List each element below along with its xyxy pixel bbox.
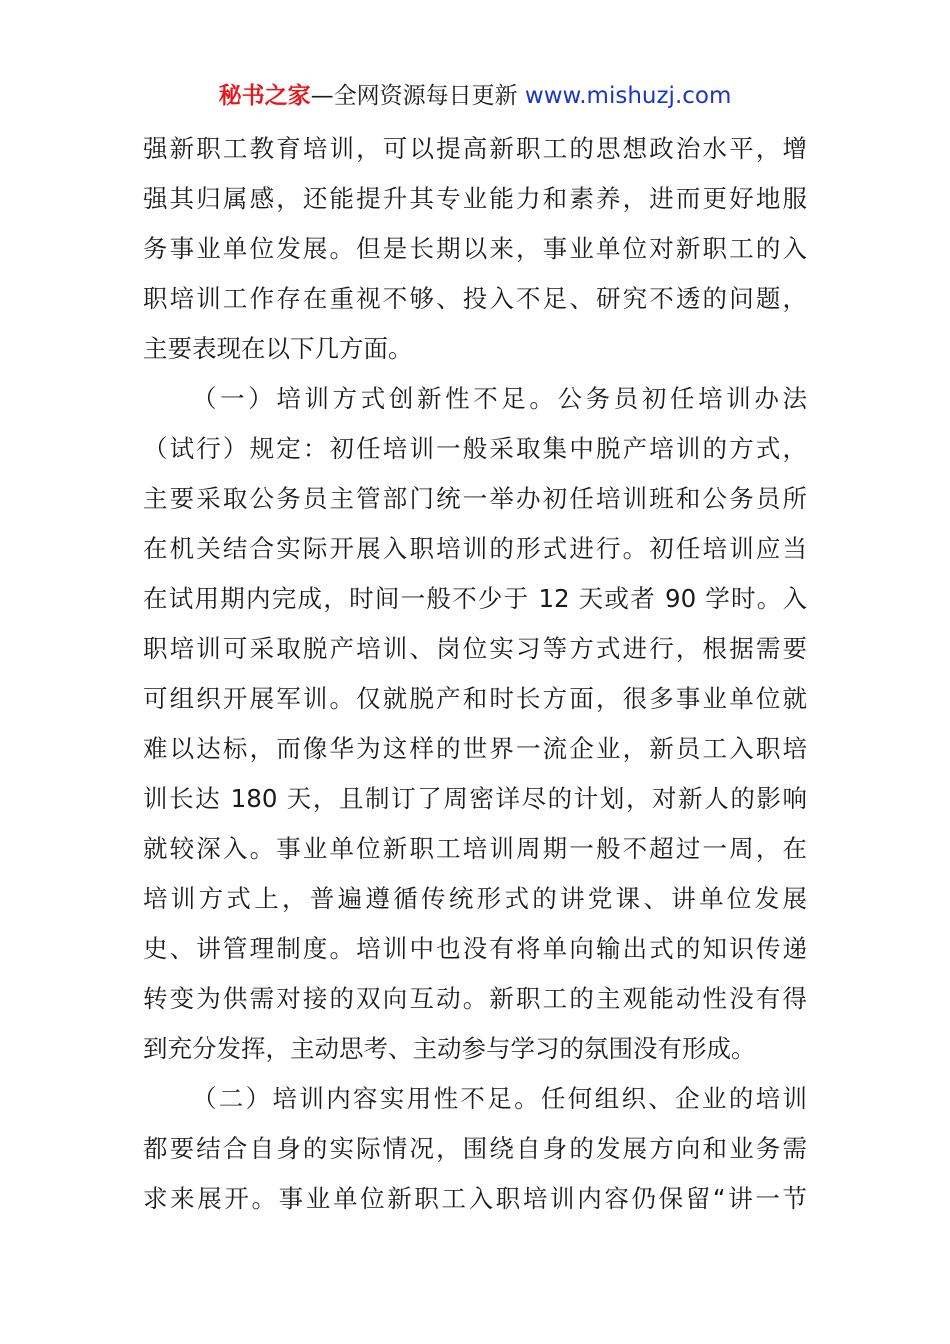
text-line: 职培训工作存在重视不够、投入不足、研究不透的问题， <box>143 284 807 313</box>
text-line: 转变为供需对接的双向互动。新职工的主观能动性没有得 <box>143 984 807 1013</box>
paragraph <box>143 129 807 379</box>
text-line: 主要表现在以下几方面。 <box>143 334 413 363</box>
paragraph <box>143 1079 807 1229</box>
text-line: 主要采取公务员主管部门统一举办初任培训班和公务员所 <box>143 484 807 513</box>
document-header <box>0 80 950 112</box>
document-body <box>143 129 807 1229</box>
text-line: （二）培训内容实用性不足。任何组织、企业的培训 <box>192 1084 807 1113</box>
text-line: 强新职工教育培训，可以提高新职工的思想政治水平，增 <box>143 134 807 163</box>
paragraph <box>143 379 807 1079</box>
text-line: 难以达标，而像华为这样的世界一流企业，新员工入职培 <box>143 734 807 763</box>
brand-name: 秘书之家 <box>218 83 311 109</box>
text-line: 都要结合自身的实际情况，围绕自身的发展方向和业务需 <box>143 1134 807 1163</box>
text-line: 在机关结合实际开展入职培训的形式进行。初任培训应当 <box>143 534 807 563</box>
site-url-link[interactable]: www.mishuzj.com <box>524 83 732 109</box>
text-line: 在试用期内完成，时间一般不少于 12 天或者 90 学时。入 <box>143 584 807 613</box>
text-line: 职培训可采取脱产培训、岗位实习等方式进行，根据需要 <box>143 634 807 663</box>
text-line: 训长达 180 天，且制订了周密详尽的计划，对新人的影响 <box>143 784 807 813</box>
text-line: 求来展开。事业单位新职工入职培训内容仍保留“讲一节 <box>143 1184 807 1213</box>
header-tagline: —全网资源每日更新 <box>310 83 525 109</box>
text-line: 可组织开展军训。仅就脱产和时长方面，很多事业单位就 <box>143 684 807 713</box>
text-line: 到充分发挥，主动思考、主动参与学习的氛围没有形成。 <box>143 1034 756 1063</box>
text-line: 培训方式上，普遍遵循传统形式的讲党课、讲单位发展 <box>143 884 807 913</box>
text-line: 强其归属感，还能提升其专业能力和素养，进而更好地服 <box>143 184 807 213</box>
text-line: （一）培训方式创新性不足。公务员初任培训办法 <box>192 384 807 413</box>
text-line: 史、讲管理制度。培训中也没有将单向输出式的知识传递 <box>143 934 807 963</box>
text-line: （试行）规定：初任培训一般采取集中脱产培训的方式， <box>143 434 807 463</box>
text-line: 就较深入。事业单位新职工培训周期一般不超过一周，在 <box>143 834 807 863</box>
text-line: 务事业单位发展。但是长期以来，事业单位对新职工的入 <box>143 234 807 263</box>
